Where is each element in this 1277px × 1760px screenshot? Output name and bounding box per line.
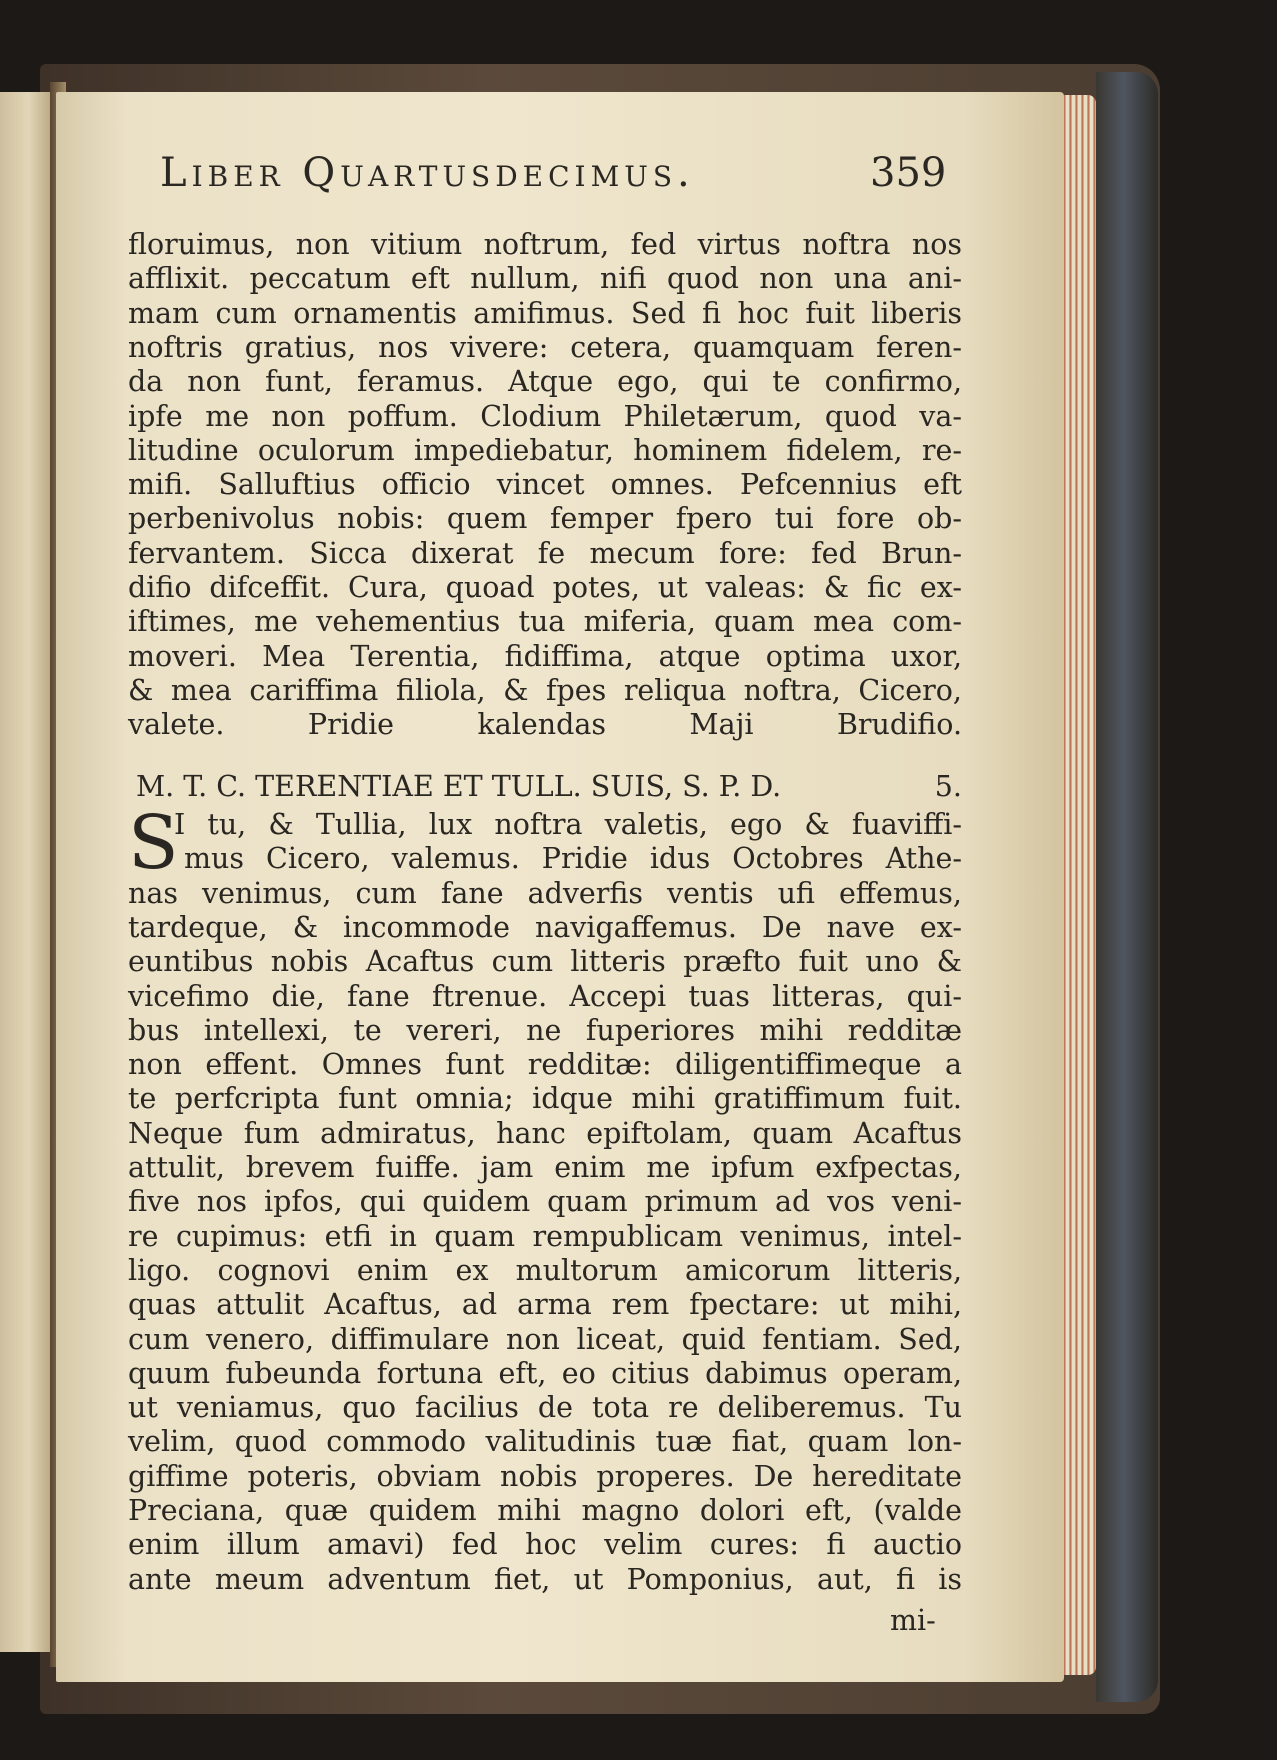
text-line: cum venero, diffimulare non liceat, quid fentiam. Sed, [128, 1322, 962, 1356]
text-line: giffime poteris, obviam nobis properes. De hereditate [128, 1459, 962, 1493]
text-line: fervantem. Sicca dixerat fe mecum fore: fed Brun- [128, 536, 962, 570]
text-line: quum fubeunda fortuna eft, eo citius dabimus operam, [128, 1356, 962, 1390]
text-line: mus Cicero, valemus. Pridie idus Octobres Athe- [184, 842, 962, 876]
text-line: nas venimus, cum fane adverfis ventis ufi effemus, [128, 876, 962, 910]
paragraph-2 [128, 800, 962, 1618]
letter-heading [136, 770, 962, 810]
text-line: & mea cariffima filiola, & fpes reliqua noftra, Cicero, [128, 673, 962, 707]
text-line: velim, quod commodo valitudinis tuæ fiat, quam lon- [128, 1425, 962, 1459]
running-head [0, 148, 1277, 208]
text-line: difio difceffit. Cura, quoad potes, ut valeas: & fic ex- [128, 571, 962, 604]
text-line: non effent. Omnes funt redditæ: diligentiffimeque a [128, 1048, 962, 1082]
letter-number: 5. [934, 770, 962, 803]
text-line: bus intellexi, te vereri, ne fuperiores mihi redditæ [128, 1013, 962, 1047]
text-line: Preciana, quæ quidem mihi magno dolori eft, (valde [128, 1494, 962, 1527]
text-line: ligo. cognovi enim ex multorum amicorum litteris, [128, 1253, 962, 1287]
text-line: da non funt, feramus. Atque ego, qui te confirmo, [128, 365, 962, 399]
running-head-title: Liber Quartusdecimus. [160, 150, 695, 196]
page-number: 359 [870, 150, 947, 196]
text-line: noftris gratius, nos vivere: cetera, quamquam feren- [128, 330, 962, 364]
text-line: euntibus nobis Acaftus cum litteris præfto fuit uno & [128, 945, 962, 979]
text-line: Neque fum admiratus, hanc epiftolam, quam Acaftus [128, 1116, 962, 1150]
text-line: mam cum ornamentis amifimus. Sed fi hoc fuit liberis [128, 296, 962, 330]
text-line: mifi. Salluftius officio vincet omnes. Pefcennius eft [128, 468, 962, 502]
text-line: ipfe me non poffum. Clodium Philetærum, quod va- [128, 399, 962, 433]
paragraph-1 [128, 228, 962, 748]
text-line: vicefimo die, fane ftrenue. Accepi tuas litteras, qui- [128, 979, 962, 1013]
text-line: tardeque, & incommode navigaffemus. De nave ex- [128, 910, 962, 944]
text-line: re cupimus: etfi in quam rempublicam venimus, intel- [128, 1219, 962, 1253]
letter-heading-text: M. T. C. TERENTIAE ET TULL. SUIS, S. P. D. [136, 770, 782, 803]
left-page-edge [0, 92, 54, 1652]
text-line: iftimes, me vehementius tua miferia, quam mea com- [128, 605, 962, 639]
catchword: mi- [890, 1604, 936, 1637]
text-line: valete. Pridie kalendas Maji Brudifio. [128, 708, 962, 742]
text-line: te perfcripta funt omnia; idque mihi gratiffimum fuit. [128, 1082, 962, 1116]
text-line: afflixit. peccatum eft nullum, nifi quod non una ani- [128, 262, 962, 296]
text-line: attulit, brevem fuiffe. jam enim me ipfum exfpectas, [128, 1151, 962, 1184]
text-line: litudine oculorum impediebatur, hominem fidelem, re- [128, 433, 962, 467]
text-line: perbenivolus nobis: quem femper fpero tui fore ob- [128, 502, 962, 536]
page-edges [1060, 95, 1096, 1675]
text-line: I tu, & Tullia, lux noftra valetis, ego & fuaviffi- [174, 808, 962, 841]
text-line: five nos ipfos, qui quidem quam primum ad vos veni- [128, 1185, 962, 1219]
book-spine [1096, 72, 1158, 1702]
text-line: ante meum adventum fiet, ut Pomponius, aut, fi is [128, 1562, 962, 1596]
text-line: enim illum amavi) fed hoc velim cures: fi auctio [128, 1528, 962, 1562]
text-line: ut veniamus, quo facilius de tota re deliberemus. Tu [128, 1391, 962, 1425]
text-line: floruimus, non vitium noftrum, fed virtus noftra nos [128, 228, 962, 261]
text-line: quas attulit Acaftus, ad arma rem fpectare: ut mihi, [128, 1288, 962, 1322]
drop-cap: S [128, 800, 179, 886]
text-line: moveri. Mea Terentia, fidiffima, atque optima uxor, [128, 639, 962, 673]
